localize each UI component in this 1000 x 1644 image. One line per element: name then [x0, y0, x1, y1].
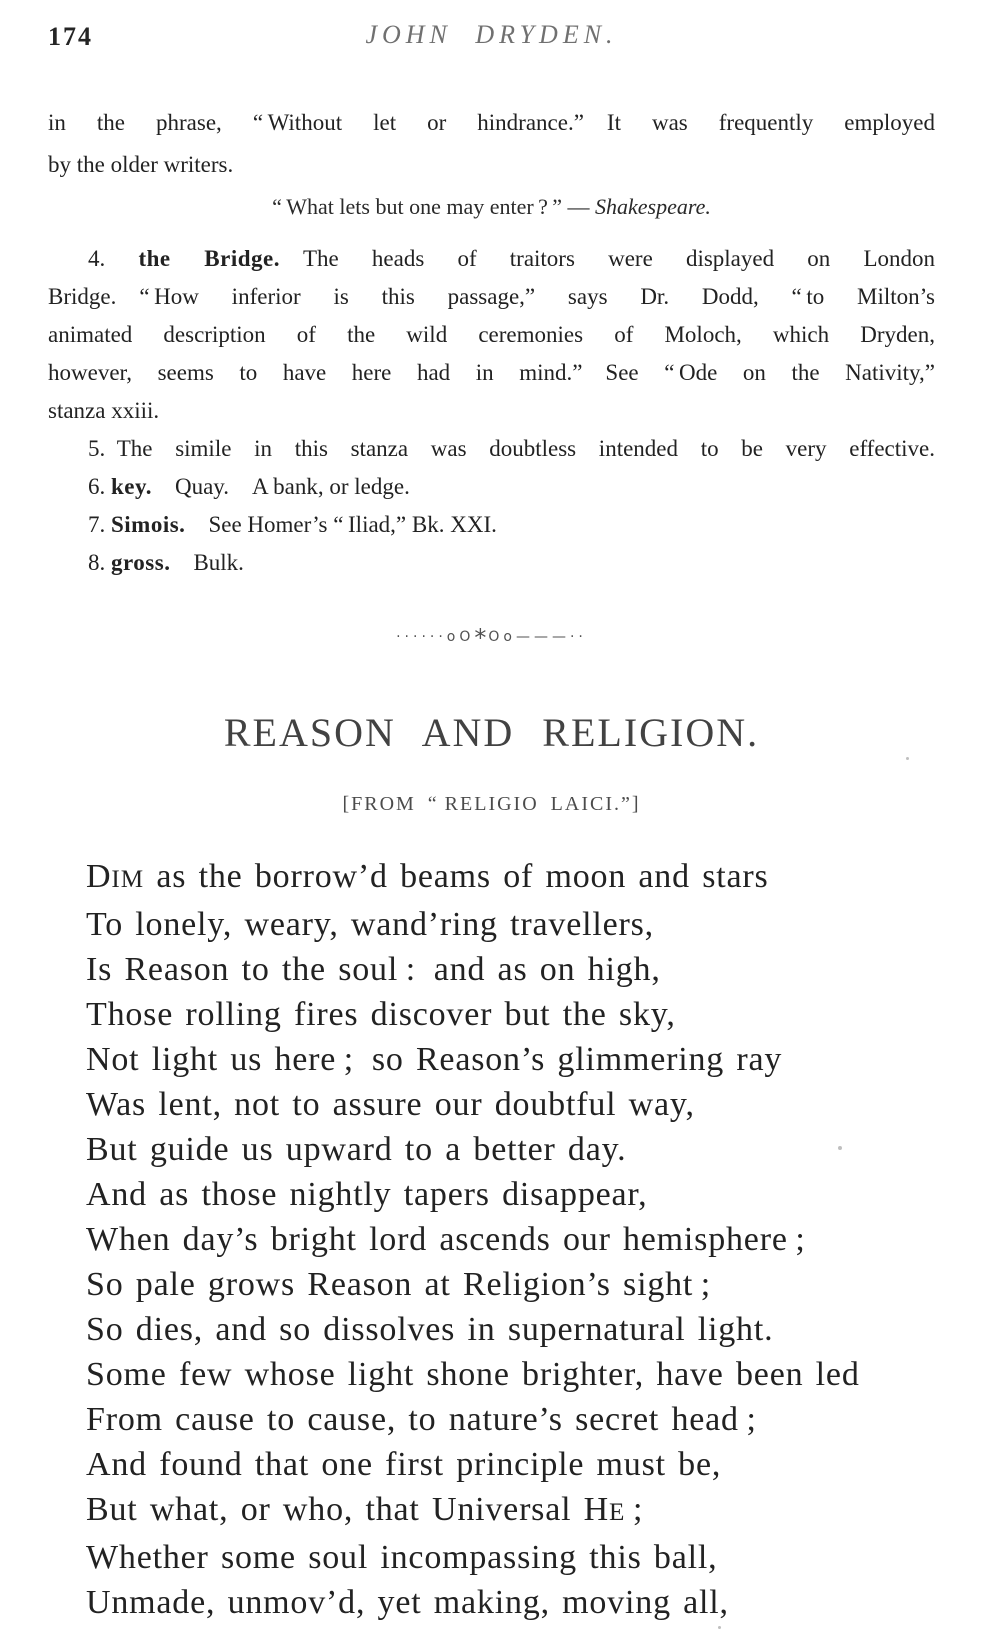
poem-line: [86, 1397, 935, 1442]
text-segment: animated description of the wild ceremonies of Moloch, which Dryden,: [48, 322, 935, 347]
text-segment: Those rolling fires discover but the sky,: [86, 996, 676, 1033]
text-segment: 4.: [88, 246, 139, 271]
quote-line: [48, 190, 935, 224]
page-number: 174: [48, 22, 93, 51]
ornament-flower-icon: *: [474, 624, 489, 652]
ornament-left: ······oO: [396, 629, 475, 645]
scan-speck: [906, 757, 909, 760]
text-segment: IM: [111, 866, 145, 893]
text-segment: The heads of traitors were displayed on London: [279, 246, 935, 271]
text-segment: E: [609, 1499, 626, 1526]
text-segment: Is Reason to the soul : and as on high,: [86, 951, 661, 988]
text-segment: 5. The simile in this stanza was doubtless intended to be very effective.: [88, 436, 935, 461]
text-segment: Quay. A bank, or ledge.: [151, 474, 410, 499]
note-line: [48, 544, 935, 582]
text-segment: 7.: [88, 512, 111, 537]
text-segment: gross.: [111, 550, 171, 575]
text-segment: But guide us upward to a better day.: [86, 1131, 627, 1168]
note-line: [48, 240, 935, 278]
scan-speck: [718, 1626, 721, 1629]
poem-line: [86, 1352, 935, 1397]
text-segment: But what, or who, that Universal H: [86, 1491, 610, 1528]
ornament-right: Oo———··: [488, 629, 587, 645]
text-segment: And found that one first principle must be,: [86, 1446, 722, 1483]
section-divider-ornament: [48, 624, 935, 652]
text-segment: From cause to cause, to nature’s secret head ;: [86, 1401, 757, 1438]
poem-line: [86, 1580, 935, 1625]
poem-source: [FROM “ RELIGIO LAICI.”]: [342, 793, 641, 815]
poem-line: [86, 1262, 935, 1307]
text-segment: And as those nightly tapers disappear,: [86, 1176, 648, 1213]
note-line: [48, 392, 935, 430]
text-segment: Whether some soul incompassing this ball,: [86, 1539, 718, 1576]
poem-line: [86, 1442, 935, 1487]
text-segment: To lonely, weary, wand’ring travellers,: [86, 906, 654, 943]
note-line: [48, 468, 935, 506]
note-line: [48, 430, 935, 468]
poem-line: [86, 1037, 935, 1082]
text-segment: So pale grows Reason at Religion’s sight ;: [86, 1266, 712, 1303]
poem-line: [86, 1217, 935, 1262]
text-segment: as the borrow’d beams of moon and stars: [144, 858, 769, 895]
note-line: [48, 506, 935, 544]
text-segment: the Bridge.: [138, 246, 280, 271]
poem-title: REASON AND RELIGION.: [223, 710, 760, 755]
text-segment: So dies, and so dissolves in supernatural light.: [86, 1311, 774, 1348]
text-segment: See Homer’s “ Iliad,” Bk. XXI.: [185, 512, 497, 537]
poem-line: [86, 1487, 935, 1535]
text-segment: by the older writers.: [48, 152, 234, 177]
text-segment: Bulk.: [170, 550, 244, 575]
scan-speck: [838, 1146, 842, 1150]
poem-line: [86, 1307, 935, 1352]
poem-line: [86, 1172, 935, 1217]
note-line: [48, 354, 935, 392]
poem-line: [86, 1535, 935, 1580]
text-segment: 6.: [88, 474, 111, 499]
quote-attribution: Shakespeare.: [595, 194, 711, 219]
running-head: JOHN DRYDEN.: [365, 20, 618, 49]
text-segment: Bridge. “ How inferior is this passage,” says Dr. Dodd, “ to Milton’s: [48, 284, 935, 309]
note-line: [48, 316, 935, 354]
poem-line: [86, 947, 935, 992]
text-segment: however, seems to have here had in mind.” See “ Ode on the Nativity,”: [48, 360, 935, 385]
text-segment: Was lent, not to assure our doubtful way,: [86, 1086, 695, 1123]
text-segment: 8.: [88, 550, 111, 575]
intro-line: [48, 144, 935, 186]
poem-line: [86, 1082, 935, 1127]
text-segment: D: [86, 858, 112, 895]
note-line: [48, 278, 935, 316]
text-segment: ;: [625, 1491, 644, 1528]
poem-line: [86, 992, 935, 1037]
poem-body: [48, 854, 935, 1625]
text-segment: Not light us here ; so Reason’s glimmering ray: [86, 1041, 783, 1078]
poem-line: [86, 1127, 935, 1172]
intro-paragraph: [48, 102, 935, 186]
poem-line: [86, 854, 935, 902]
intro-line: [48, 102, 935, 144]
text-segment: Simois.: [111, 512, 186, 537]
text-segment: key.: [111, 474, 152, 499]
text-segment: When day’s bright lord ascends our hemisphere ;: [86, 1221, 806, 1258]
text-segment: stanza xxiii.: [48, 398, 160, 423]
text-segment: Unmade, unmov’d, yet making, moving all,: [86, 1584, 729, 1621]
poem-line: [86, 902, 935, 947]
text-segment: Some few whose light shone brighter, have been led: [86, 1356, 860, 1393]
text-segment: in the phrase, “ Without let or hindrance.” It was frequently employed: [48, 110, 935, 135]
page-header: [48, 20, 935, 56]
notes-list: [48, 240, 935, 582]
quote-text: “ What lets but one may enter ? ” —: [272, 194, 596, 219]
